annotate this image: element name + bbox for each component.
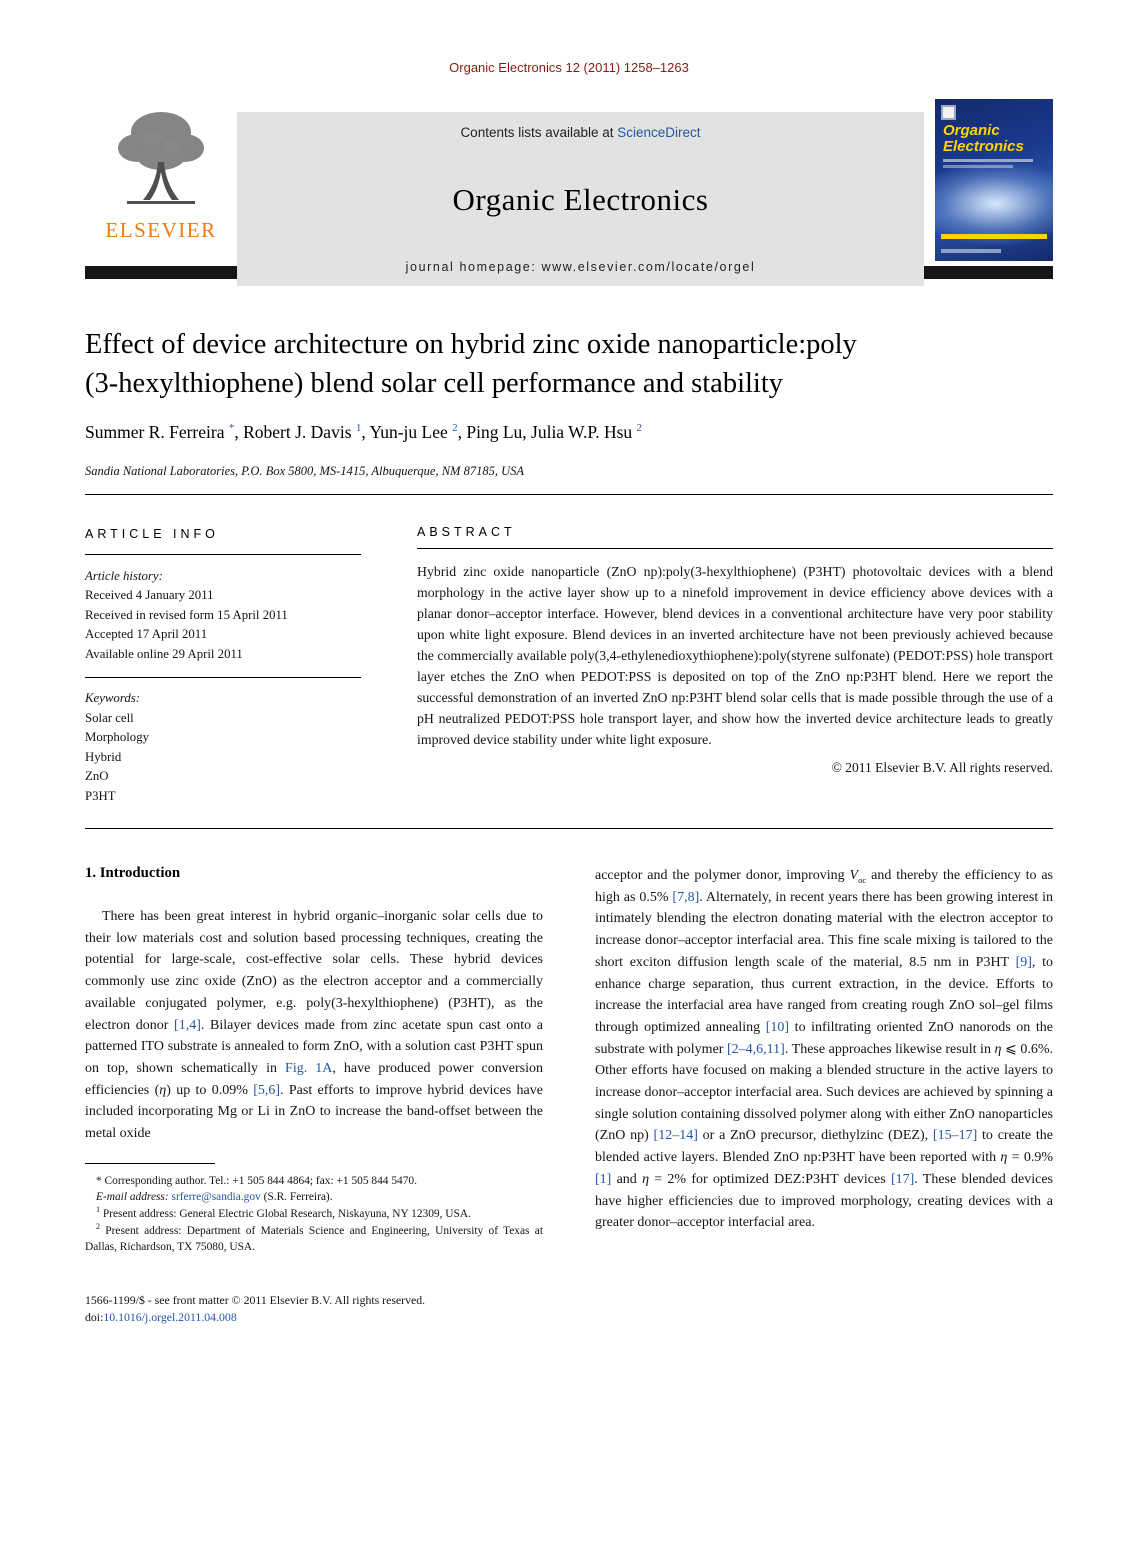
inline-link[interactable]: 2 — [636, 422, 643, 435]
divider — [85, 554, 361, 555]
footnote-present-address-2 — [85, 1223, 543, 1256]
keyword-item: Hybrid — [85, 749, 122, 764]
text-segment: ) up to 0.09% — [166, 1082, 254, 1098]
elsevier-logo[interactable] — [85, 99, 237, 261]
text-segment: There has been great interest in hybrid organic–inorganic solar cells due to their low materials cost and solution based processing techniques, creating the potential for large-scale, cost-effective solar cells. These hybrid devices commonly use zinc oxide (ZnO) as the electron acceptor and a commercially available conjugated polymer, e.g. poly(3-hexylthiophene) (P3HT), as the electron donor — [85, 909, 543, 1033]
footnote-email — [85, 1189, 543, 1206]
text-segment: acceptor and the polymer donor, improving — [595, 868, 850, 883]
abstract-text: Hybrid zinc oxide nanoparticle (ZnO np):poly(3-hexylthiophene) (P3HT) photovoltaic devices with a blend morphology in the active layer show up to a ninefold improvement in device efficiency above devices with a planar donor–acceptor interface. However, blend devices in a conventional architecture have very poor stability upon white light exposure. Blend devices in an inverted architecture have not been previously achieved because the commercially available poly(3,4-ethylenedioxythiophene):poly(styrene sulfonate) (PEDOT:PSS) hole transport layer etches the ZnO when PEDOT:PSS is deposited on top of the ZnO np:P3HT blend. Here we report the successful demonstration of an inverted ZnO np:P3HT blend solar cells that is made possible through the use of a pH neutralized PEDOT:PSS hole transport layer, and show how the inverted device architecture leads to greatly improved device stability under white light exposure. — [417, 564, 1053, 747]
article-info-heading: ARTICLE INFO — [85, 527, 219, 541]
publication-info — [85, 1292, 543, 1327]
divider — [417, 548, 1053, 549]
text-segment: 2 — [96, 1221, 100, 1231]
text-segment: , Robert J. Davis — [234, 422, 356, 442]
author-list — [85, 422, 1053, 443]
history-item: Available online 29 April 2011 — [85, 646, 243, 661]
inline-link[interactable]: [10] — [765, 1019, 790, 1035]
text-segment: . Past efforts to improve hybrid devices have included incorporating Mg or Li in ZnO to increase the band-offset between the metal oxide — [85, 1082, 543, 1142]
inline-link[interactable]: srferre@sandia.gov — [171, 1191, 261, 1204]
text-segment: . Alternately, in recent years there has been growing interest in intimately blending the electron donating material with the electron acceptor to increase donor–acceptor interfacial area. This fine scale mixing is tailored to the short exciton diffusion length scale of the material, 8.5 nm in P3HT — [595, 889, 1053, 970]
keyword-item: P3HT — [85, 788, 116, 803]
text-segment: . Bilayer devices made from zinc acetate spun cast onto a patterned ITO substrate is annealed to form ZnO, with a solution cast P3HT spun on top, shown schematically in — [85, 1017, 544, 1076]
keyword-item: Solar cell — [85, 710, 134, 725]
inline-link[interactable]: * — [228, 422, 235, 435]
text-segment: = 2% for optimized DEZ:P3HT devices — [649, 1171, 891, 1187]
footnote-present-address-1 — [85, 1206, 543, 1223]
article-page — [85, 0, 1053, 1327]
text-segment: , have produced power conversion efficiencies ( — [85, 1060, 543, 1098]
keywords-label: Keywords: — [85, 691, 140, 705]
text-segment: E-mail address: — [96, 1191, 172, 1204]
article-title-line1: Effect of device architecture on hybrid zinc oxide nanoparticle:poly — [85, 329, 857, 360]
divider — [85, 494, 1053, 495]
text-segment: η — [994, 1041, 1002, 1057]
text-segment: and thereby the efficiency to as high as 0.5% — [595, 868, 1053, 905]
journal-citation: Organic Electronics 12 (2011) 1258–1263 — [449, 60, 689, 75]
text-segment: η — [642, 1171, 650, 1187]
cover-title-line2: Electronics — [943, 138, 1024, 155]
inline-link[interactable]: [1,4] — [174, 1017, 201, 1033]
intro-paragraph-right — [595, 865, 1053, 1234]
cover-decor-line — [943, 159, 1033, 162]
text-segment: and — [611, 1171, 643, 1187]
history-item: Accepted 17 April 2011 — [85, 627, 208, 641]
article-history-label: Article history: — [85, 568, 163, 583]
cover-logo-icon — [941, 105, 956, 120]
text-segment: to create the blended active layers. Blended ZnO np:P3HT have been reported with — [595, 1128, 1053, 1166]
text-segment: * Corresponding author. Tel.: +1 505 844 4864; fax: +1 505 844 5470. — [96, 1174, 417, 1187]
text-segment: Summer R. Ferreira — [85, 422, 229, 442]
cover-yellow-bar — [941, 234, 1047, 239]
inline-link[interactable]: Fig. 1A — [285, 1060, 333, 1076]
text-segment: Present address: General Electric Global Research, Niskayuna, NY 12309, USA. — [100, 1207, 471, 1220]
journal-homepage-link[interactable]: journal homepage: www.elsevier.com/locate/orgel — [405, 260, 756, 274]
text-segment: Present address: Department of Materials Science and Engineering, University of Texas at Dallas, Richardson, TX 75080, USA. — [85, 1224, 543, 1254]
inline-link[interactable]: [5,6] — [253, 1082, 281, 1098]
text-segment: V — [849, 868, 859, 883]
inline-link[interactable]: [17] — [890, 1171, 915, 1187]
cover-decor-line — [943, 165, 1013, 168]
cover-decor-line — [941, 249, 1001, 253]
inline-link[interactable]: 2 — [452, 422, 458, 435]
elsevier-wordmark: ELSEVIER — [105, 218, 217, 242]
doi-line — [85, 1309, 543, 1327]
text-segment: or a ZnO precursor, diethylzinc (DEZ), — [697, 1128, 933, 1144]
text-segment: , Ping Lu, Julia W.P. Hsu — [457, 422, 637, 442]
text-segment: doi: — [85, 1310, 104, 1325]
cover-title-line1: Organic — [943, 122, 1000, 139]
contents-text: Contents lists available at — [460, 125, 618, 140]
inline-link[interactable]: [15–17] — [932, 1128, 978, 1144]
cover-title — [943, 123, 1024, 155]
contents-line — [460, 125, 700, 140]
article-title-line2: (3-hexylthiophene) blend solar cell performance and stability — [85, 368, 783, 399]
body-column-right — [595, 865, 1053, 1327]
copyright-line: © 2011 Elsevier B.V. All rights reserved. — [831, 760, 1053, 775]
text-segment: , Yun-ju Lee — [361, 422, 453, 442]
text-segment: ⩽ 0.6%. Other efforts have focused on making a blended structure in the active layers to increase donor–acceptor interfacial area. Such devices are achieved by spinning a single solution containing dissolved polymer along with either ZnO nanoparticles (ZnO np) — [595, 1041, 1053, 1144]
text-segment: η — [159, 1082, 167, 1098]
affiliation: Sandia National Laboratories, P.O. Box 5800, MS-1415, Albuquerque, NM 87185, USA — [85, 464, 524, 478]
keyword-item: ZnO — [85, 769, 109, 783]
inline-link[interactable]: [1] — [595, 1171, 612, 1187]
inline-link[interactable]: 1 — [355, 422, 362, 435]
article-title — [85, 325, 1053, 403]
text-segment: to infiltrating oriented ZnO nanorods on the substrate with polymer — [595, 1019, 1053, 1057]
keyword-item: Morphology — [85, 730, 149, 744]
text-segment: . These blended devices have higher efficiencies due to improved morphology, creating devices with a greater donor–acceptor interfacial area. — [595, 1171, 1053, 1231]
issn-line: 1566-1199/$ - see front matter © 2011 Elsevier B.V. All rights reserved. — [85, 1292, 426, 1307]
text-segment: . These approaches likewise result in — [784, 1041, 995, 1057]
inline-link[interactable]: [12–14] — [653, 1128, 698, 1144]
masthead — [85, 99, 1053, 274]
abstract-heading: ABSTRACT — [417, 525, 516, 539]
history-item: Received 4 January 2011 — [85, 588, 214, 602]
text-segment: oc — [858, 874, 867, 885]
footnote-divider — [85, 1163, 215, 1164]
text-segment: = 0.9% — [1007, 1150, 1053, 1166]
inline-link[interactable]: 10.1016/j.orgel.2011.04.008 — [103, 1310, 237, 1325]
history-item: Received in revised form 15 April 2011 — [85, 607, 288, 622]
section-heading-introduction: 1. Introduction — [85, 865, 181, 881]
article-body — [85, 865, 1053, 1327]
text-segment: 1 — [96, 1205, 100, 1215]
sciencedirect-link[interactable]: ScienceDirect — [617, 125, 701, 140]
text-segment: , to enhance charge separation, thus current extraction, in the device. Efforts to increase the interfacial area have ranged from creating rough ZnO sol–gel films through optimized annealing — [595, 954, 1053, 1035]
intro-paragraph-left — [85, 906, 543, 1145]
body-column-left — [85, 865, 543, 1327]
front-matter — [85, 525, 1053, 806]
elsevier-tree-icon — [102, 105, 220, 213]
text-segment: (S.R. Ferreira). — [260, 1191, 333, 1204]
journal-banner — [237, 112, 924, 286]
divider — [85, 677, 361, 678]
footnotes — [85, 1163, 543, 1256]
footnote-corresponding-author — [85, 1173, 543, 1190]
text-segment: η — [1000, 1150, 1008, 1166]
journal-title: Organic Electronics — [452, 182, 709, 217]
inline-link[interactable]: [7,8] — [672, 889, 700, 905]
inline-link[interactable]: [2–4,6,11] — [727, 1041, 785, 1057]
abstract-section — [417, 525, 1053, 806]
article-info-section — [85, 525, 361, 806]
divider — [85, 828, 1053, 829]
journal-cover[interactable] — [935, 99, 1053, 261]
inline-link[interactable]: [9] — [1015, 954, 1032, 970]
